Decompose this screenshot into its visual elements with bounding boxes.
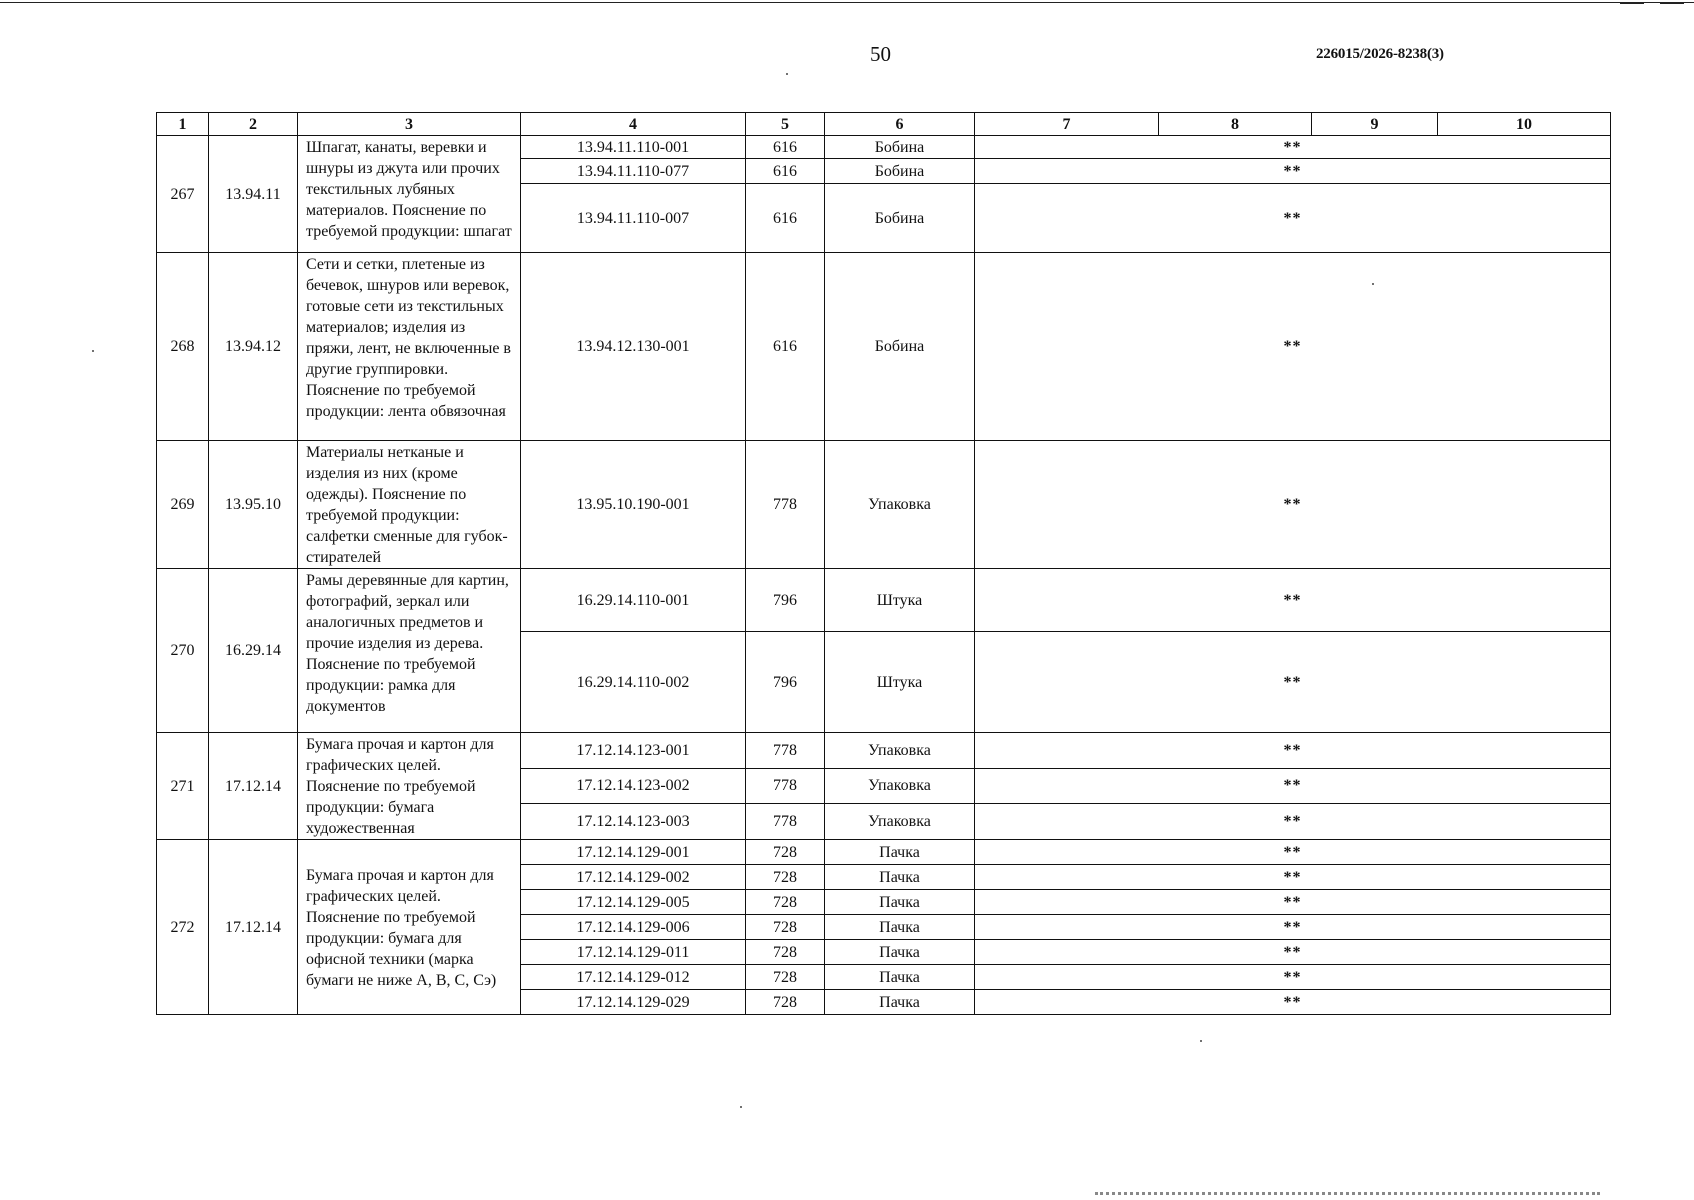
price-cell: ** (975, 965, 1611, 990)
okei-code: 728 (746, 890, 825, 915)
ktru-code: 17.12.14.123-002 (521, 768, 746, 804)
okei-code: 616 (746, 184, 825, 253)
row-number: 270 (157, 569, 209, 733)
okei-code: 728 (746, 865, 825, 890)
col-header-2: 2 (209, 113, 298, 136)
price-cell: ** (975, 990, 1611, 1015)
price-cell: ** (975, 253, 1611, 441)
unit-name: Упаковка (825, 804, 975, 840)
ktru-code: 16.29.14.110-002 (521, 632, 746, 733)
okpd-code: 16.29.14 (209, 569, 298, 733)
unit-name: Бобина (825, 184, 975, 253)
ktru-code: 17.12.14.123-001 (521, 733, 746, 769)
price-cell: ** (975, 569, 1611, 632)
table-row (157, 840, 1611, 865)
ktru-code: 17.12.14.129-002 (521, 865, 746, 890)
okpd-code: 13.95.10 (209, 441, 298, 569)
price-cell: ** (975, 159, 1611, 184)
price-cell: ** (975, 441, 1611, 569)
page-number: 50 (870, 42, 891, 66)
ktru-code: 13.94.12.130-001 (521, 253, 746, 441)
product-description: Материалы нетканые и изделия из них (кроме одежды). Пояснение по требуемой продукции: салфетки сменные для губок-стирателей (298, 441, 521, 569)
ktru-code: 17.12.14.129-011 (521, 940, 746, 965)
okei-code: 796 (746, 569, 825, 632)
ktru-code: 13.94.11.110-007 (521, 184, 746, 253)
okei-code: 728 (746, 840, 825, 865)
footer-scan-line (1095, 1192, 1600, 1195)
price-cell: ** (975, 768, 1611, 804)
unit-name: Штука (825, 569, 975, 632)
okei-code: 616 (746, 253, 825, 441)
col-header-5: 5 (746, 113, 825, 136)
okei-code: 796 (746, 632, 825, 733)
unit-name: Бобина (825, 159, 975, 184)
ktru-code: 13.95.10.190-001 (521, 441, 746, 569)
product-description: Сети и сетки, плетеные из бечевок, шнуров или веревок, готовые сети из текстильных материалов; изделия из пряжи, лент, не включенные в другие группировки. Пояснение по требуемой продукции: лента обвязочная (298, 253, 521, 441)
top-border-line (0, 2, 1694, 3)
col-header-9: 9 (1312, 113, 1438, 136)
price-cell: ** (975, 840, 1611, 865)
unit-name: Пачка (825, 990, 975, 1015)
price-cell: ** (975, 865, 1611, 890)
goods-table (156, 112, 1611, 1015)
row-number: 271 (157, 733, 209, 840)
ktru-code: 17.12.14.129-012 (521, 965, 746, 990)
price-cell: ** (975, 915, 1611, 940)
price-cell: ** (975, 804, 1611, 840)
ktru-code: 16.29.14.110-001 (521, 569, 746, 632)
okpd-code: 17.12.14 (209, 733, 298, 840)
okpd-code: 17.12.14 (209, 840, 298, 1015)
ktru-code: 13.94.11.110-001 (521, 136, 746, 159)
unit-name: Упаковка (825, 768, 975, 804)
unit-name: Пачка (825, 915, 975, 940)
row-number: 272 (157, 840, 209, 1015)
okei-code: 728 (746, 965, 825, 990)
unit-name: Штука (825, 632, 975, 733)
header-row (157, 113, 1611, 136)
unit-name: Бобина (825, 253, 975, 441)
okei-code: 778 (746, 733, 825, 769)
okei-code: 616 (746, 136, 825, 159)
table-row (157, 136, 1611, 159)
price-cell: ** (975, 632, 1611, 733)
okei-code: 778 (746, 768, 825, 804)
table-row (157, 733, 1611, 769)
okei-code: 728 (746, 990, 825, 1015)
unit-name: Пачка (825, 965, 975, 990)
price-cell: ** (975, 940, 1611, 965)
table-row (157, 569, 1611, 632)
product-description: Бумага прочая и картон для графических целей. Пояснение по требуемой продукции: бумага для офисной техники (марка бумаги не ниже А, В, С, Сэ) (298, 840, 521, 1015)
col-header-1: 1 (157, 113, 209, 136)
scan-speck (1200, 1040, 1202, 1042)
row-number: 268 (157, 253, 209, 441)
ktru-code: 17.12.14.123-003 (521, 804, 746, 840)
ktru-code: 17.12.14.129-029 (521, 990, 746, 1015)
table-row (157, 441, 1611, 569)
price-cell: ** (975, 733, 1611, 769)
unit-name: Пачка (825, 940, 975, 965)
col-header-4: 4 (521, 113, 746, 136)
product-description: Рамы деревянные для картин, фотографий, зеркал или аналогичных предметов и прочие изделия из дерева. Пояснение по требуемой продукции: рамка для документов (298, 569, 521, 733)
unit-name: Упаковка (825, 441, 975, 569)
price-cell: ** (975, 136, 1611, 159)
unit-name: Пачка (825, 890, 975, 915)
scan-speck (786, 73, 788, 75)
row-number: 269 (157, 441, 209, 569)
ktru-code: 17.12.14.129-005 (521, 890, 746, 915)
okei-code: 778 (746, 804, 825, 840)
product-description: Шпагат, канаты, веревки и шнуры из джута или прочих текстильных лубяных материалов. Пояснение по требуемой продукции: шпагат (298, 136, 521, 253)
col-header-3: 3 (298, 113, 521, 136)
okpd-code: 13.94.11 (209, 136, 298, 253)
ktru-code: 17.12.14.129-006 (521, 915, 746, 940)
unit-name: Упаковка (825, 733, 975, 769)
table-row (157, 253, 1611, 441)
ktru-code: 13.94.11.110-077 (521, 159, 746, 184)
unit-name: Пачка (825, 840, 975, 865)
okei-code: 778 (746, 441, 825, 569)
okpd-code: 13.94.12 (209, 253, 298, 441)
top-dash-mark (1620, 2, 1644, 4)
unit-name: Бобина (825, 136, 975, 159)
scan-speck (92, 350, 94, 352)
okei-code: 616 (746, 159, 825, 184)
price-cell: ** (975, 890, 1611, 915)
product-description: Бумага прочая и картон для графических целей. Пояснение по требуемой продукции: бумага художественная (298, 733, 521, 840)
col-header-6: 6 (825, 113, 975, 136)
price-cell: ** (975, 184, 1611, 253)
okei-code: 728 (746, 915, 825, 940)
okei-code: 728 (746, 940, 825, 965)
document-id: 226015/2026-8238(3) (1316, 46, 1444, 62)
col-header-7: 7 (975, 113, 1159, 136)
unit-name: Пачка (825, 865, 975, 890)
col-header-8: 8 (1159, 113, 1312, 136)
scan-speck (740, 1106, 742, 1108)
row-number: 267 (157, 136, 209, 253)
top-dash-mark (1660, 2, 1684, 4)
ktru-code: 17.12.14.129-001 (521, 840, 746, 865)
col-header-10: 10 (1438, 113, 1611, 136)
